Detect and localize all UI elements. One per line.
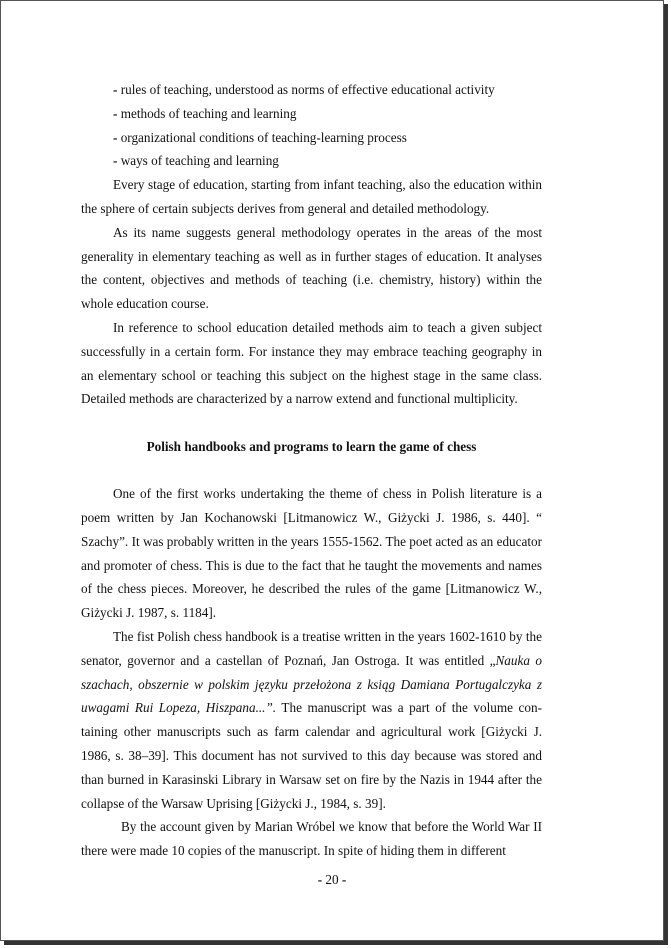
paragraph: In reference to school education detailed methods aim to teach a given subject successfully in a certain form. For instance they may embrace teaching geography in an elementary school or teaching this subject on the highest stage in the same class. Detailed methods are characterized by a narrow extend and functional multiplicity. xyxy=(81,319,542,407)
book-title: Nauka o szachach, obszernie w polskim języku przełożona z ksiąg Damiana Portugalczyka z uwagami Rui Lopeza, Hiszpana...”. xyxy=(81,652,542,716)
bullet-list xyxy=(81,78,542,173)
paragraph: By the account given by Marian Wróbel we know that before the World War II there were made 10 copies of the manuscript. In spite of hiding them in different xyxy=(81,819,542,859)
bullet-item: - organizational conditions of teaching-learning process xyxy=(113,129,407,145)
bullet-item: - rules of teaching, understood as norms of effective educational activity xyxy=(113,82,495,97)
paragraph: The fist Polish chess handbook is a treatise written in the years 1602-1610 by the senator, governor and a castellan of Poznań, Jan Ostroga. It was entitled „Nauka o szachach, obszernie w polskim języku przełożona z ksiąg Damiana Portugalczyka z uwagami Rui Lopeza, Hiszpana...”. The manuscript was a part of the volume containing other manuscripts such as farm calendar and agricultural work [Giżycki J. 1986, s. 38–39]. This document has not survived to this day because was stored and than burned in Karasinski Library in Warsaw set on fire by the Nazis in 1944 after the collapse of the Warsaw Uprising [Giżycki J., 1984, s. 39]. xyxy=(81,628,542,811)
paragraph: As its name suggests general methodology operates in the areas of the most generality in elementary teaching as well as in further stages of education. It analyses the content, objectives and methods of teaching (i.e. chemistry, history) within the whole education course. xyxy=(81,224,542,312)
bullet-item: - methods of teaching and learning xyxy=(113,105,297,121)
body-text xyxy=(81,78,542,863)
bullet-item: - ways of teaching and learning xyxy=(113,153,279,169)
page-number: - 20 - xyxy=(317,872,347,887)
paragraph: Every stage of education, starting from infant teaching, also the education within the sphere of certain subjects derives from general and detailed methodology. xyxy=(81,177,542,216)
paragraph: One of the first works undertaking the theme of chess in Polish literature is a poem written by Jan Kochanowski [Litmanowicz W., Giżycki J. 1986, s. 440]. “ Szachy”. It was probably written in the years 1555-1562. The poet acted as an educator and promoter of chess. This is due to the fact that he taught the movements and names of the chess pieces. Moreover, he described the rules of the game [Litmanowicz W., Giżycki J. 1987, s. 1184]. xyxy=(81,486,542,621)
section-heading-block xyxy=(81,411,542,482)
section-heading: Polish handbooks and programs to learn the game of chess xyxy=(146,438,477,454)
